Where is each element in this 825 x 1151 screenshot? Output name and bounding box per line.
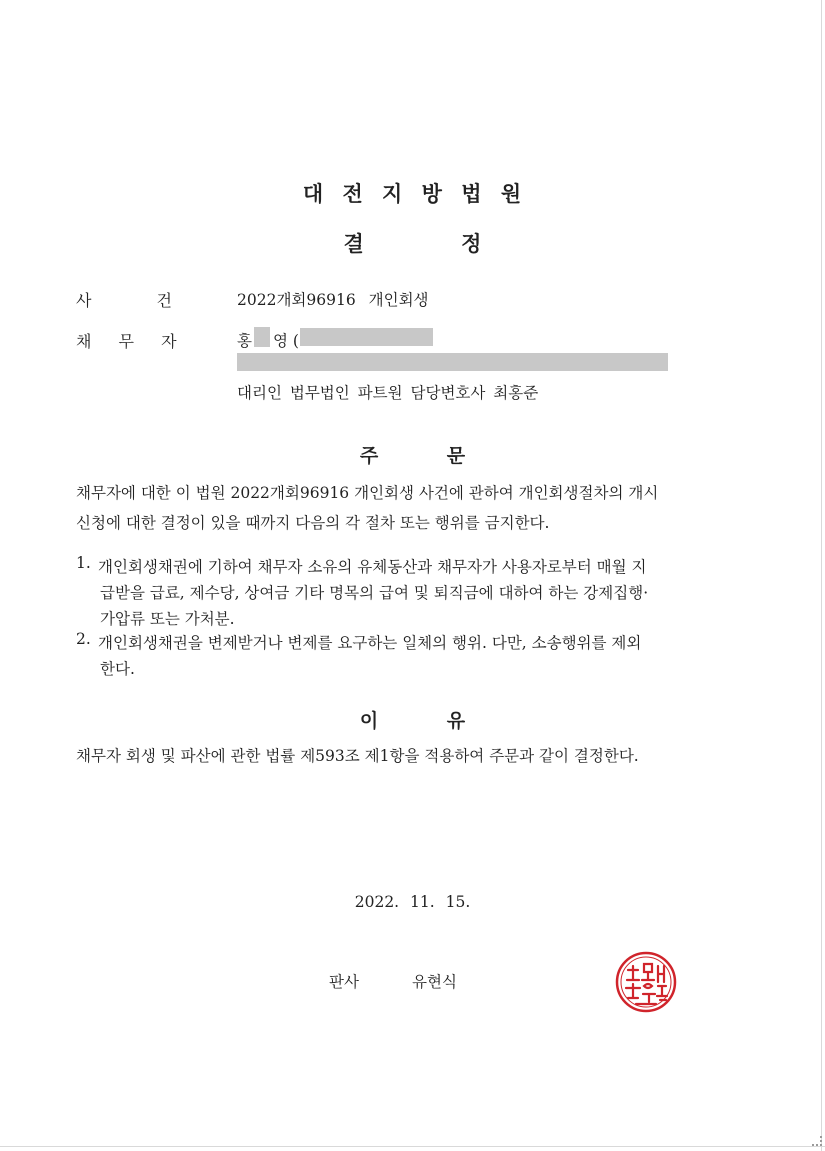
court-seal-icon	[614, 950, 678, 1014]
order-item-line: 급받을 급료, 제수당, 상여금 기타 명목의 급여 및 퇴직금에 대하여 하는 강제집행·	[100, 584, 649, 602]
resize-corner-icon[interactable]	[812, 1136, 822, 1146]
case-value: 2022개회96916 개인회생	[237, 291, 429, 309]
debtor-name-prefix: 홍	[237, 332, 252, 350]
redaction-name	[254, 327, 270, 347]
debtor-name-suffix: 영 (	[272, 332, 299, 350]
redaction-address	[237, 353, 668, 371]
order-item-number: 1.	[76, 554, 91, 572]
decision-date: 2022. 11. 15.	[354, 893, 471, 911]
court-name: 대 전 지 방 법 원	[302, 182, 523, 206]
order-item-text	[98, 554, 648, 632]
order-item-line: 가압류 또는 가처분.	[100, 610, 235, 628]
document-type: 결 정	[343, 232, 482, 256]
reason-text: 채무자 회생 및 파산에 관한 법률 제593조 제1항을 적용하여 주문과 같이 결정한다.	[76, 747, 639, 765]
judge-title: 판사	[329, 973, 359, 991]
order-item-number: 2.	[76, 630, 91, 648]
order-item-line: 개인회생채권에 기하여 채무자 소유의 유체동산과 채무자가 사용자로부터 매월 지	[98, 558, 647, 576]
debtor-attorney: 대리인 법무법인 파트원 담당변호사 최홍준	[237, 384, 539, 402]
order-item-line: 개인회생채권을 변제받거나 변제를 요구하는 일체의 행위. 다만, 소송행위를 제외	[98, 634, 642, 652]
debtor-label: 채 무 자	[76, 332, 177, 351]
redaction-id	[300, 328, 433, 346]
order-intro	[76, 478, 756, 538]
order-item-text	[98, 630, 641, 682]
page-edge-bottom	[0, 1146, 825, 1147]
page-edge-right	[821, 0, 822, 1151]
reason-heading: 이 유	[359, 710, 466, 732]
order-item-line: 한다.	[100, 660, 135, 678]
judge-name: 유현식	[412, 973, 457, 991]
case-label: 사 건	[76, 291, 172, 310]
order-intro-line: 채무자에 대한 이 법원 2022개회96916 개인회생 사건에 관하여 개인회생절차의 개시	[76, 484, 659, 502]
order-heading: 주 문	[359, 445, 466, 467]
order-intro-line: 신청에 대한 결정이 있을 때까지 다음의 각 절차 또는 행위를 금지한다.	[76, 514, 550, 532]
